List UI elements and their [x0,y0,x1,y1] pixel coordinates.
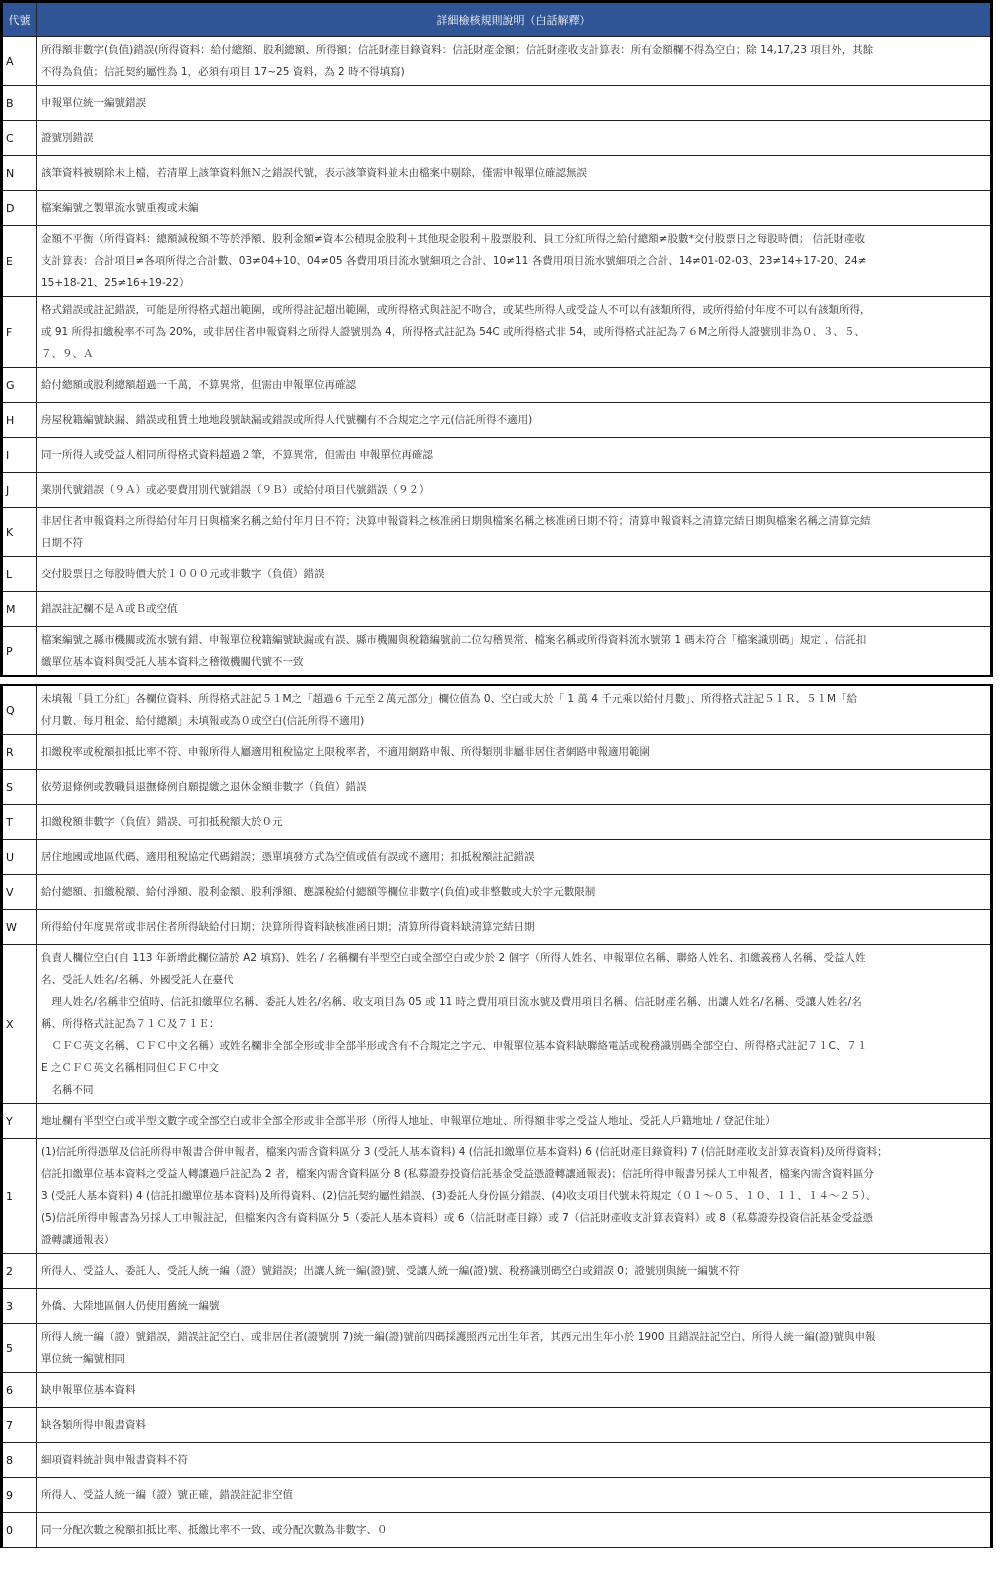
error-code: H [2,403,37,438]
description-line: 居住地國或地區代碼、適用租稅協定代碼錯誤；憑單填發方式為空值或值有誤或不適用；扣抵稅額註記錯誤 [41,851,535,863]
error-code: J [2,473,37,508]
error-description [37,37,992,86]
description-line: 單位統一編號相同 [41,1353,125,1365]
description-line: 付月數、每月租金、給付總額」未填報或為０或空白(信託所得不適用) [41,715,365,727]
description-line: 或 91 所得扣繳稅率不可為 20%，或非居住者申報資料之所得人證號別為 4，所得格式註記為 54C 或所得格式非 54，或所得格式註記為７６M之所得人證號別非為０、３、５、 [41,326,865,338]
error-code: 6 [2,1373,37,1408]
table-row [2,840,992,875]
table-row [2,1139,992,1254]
error-code: 7 [2,1408,37,1443]
error-code: Y [2,1104,37,1139]
error-code: E [2,226,37,297]
description-line: 給付總額或股利總額超過一千萬，不算異常，但需由申報單位再確認 [41,379,356,391]
header-description: 詳細檢核規則說明（白話解釋） [37,2,992,37]
error-code: G [2,368,37,403]
description-line: 檔案編號之製單流水號重複或未編 [41,202,199,214]
table-row [2,1513,992,1548]
table-body-part1 [2,37,992,677]
description-line: 同一所得人或受益人相同所得格式資料超過２筆，不算異常，但需由 申報單位再確認 [41,449,433,461]
error-code: Q [2,685,37,735]
table-row [2,156,992,191]
table-row [2,592,992,627]
error-description [37,627,992,677]
description-line: 繳單位基本資料與受託人基本資料之稽徵機關代號不一致 [41,656,304,668]
description-line: (5)信託所得申報書為另採人工申報註記，但檔案內含有資料區分 5（委託人基本資料）或 6（信託財產目錄）或 7（信託財產收支計算表資料）或 8（私募證券投資信託基金受益憑 [41,1212,873,1224]
error-description [37,592,992,627]
header-code: 代號 [2,2,37,37]
table-row [2,508,992,557]
error-code: K [2,508,37,557]
error-code: T [2,805,37,840]
description-line: 15+18-21、25≠16+19-22） [41,277,190,289]
table-row [2,473,992,508]
table-row [2,1478,992,1513]
error-code: M [2,592,37,627]
error-description [37,297,992,368]
description-line: 外僑、大陸地區個人仍使用舊統一編號 [41,1300,220,1312]
error-description [37,403,992,438]
table-row [2,368,992,403]
description-line: 未填報「員工分紅」各欄位資料、所得格式註記５１M之「超過６千元至２萬元部分」欄位值為 0、空白或大於「 1 萬 4 千元乘以給付月數」、所得格式註記５１Ｒ、５１M「給 [41,693,858,705]
error-description [37,685,992,735]
description-line: 業別代號錯誤（９Ａ）或必要費用別代號錯誤（９Ｂ）或給付項目代號錯誤（９２） [41,484,430,496]
table-row [2,191,992,226]
table-body-part2 [2,685,992,1548]
description-line: 支計算表：合計項目≠各項所得之合計數、03≠04+10、04≠05 各費用項目流水號細項之合計、10≠11 各費用項目流水號細項之合計、14≠01-02-03、23≠14+17-20、24≠ [41,255,867,267]
description-line: 錯誤註記欄不是Ａ或Ｂ或空值 [41,603,178,615]
table-row [2,297,992,368]
error-description [37,1443,992,1478]
error-description [37,191,992,226]
error-description [37,156,992,191]
error-code: 5 [2,1324,37,1373]
error-code: 0 [2,1513,37,1548]
error-description [37,438,992,473]
error-description [37,1324,992,1373]
description-line: 缺各類所得申報書資料 [41,1419,146,1431]
error-description [37,1478,992,1513]
table-row [2,1373,992,1408]
description-line: 格式錯誤或註記錯誤，可能是所得格式超出範圍，或所得註記超出範圍，或所得格式與註記不吻合，或某些所得人或受益人不可以有該類所得，或所得給付年度不可以有該類所得， [41,304,871,316]
description-line: E 之ＣＦＣ英文名稱相同但ＣＦＣ中文 [41,1062,219,1074]
description-line: 扣繳稅額非數字（負值）錯誤、可扣抵稅額大於０元 [41,816,283,828]
error-code: 8 [2,1443,37,1478]
error-code: 9 [2,1478,37,1513]
description-line: 理人姓名/名稱非空值時、信託扣繳單位名稱、委託人姓名/名稱、收支項目為 05 或 11 時之費用項目流水號及費用項目名稱、信託財產名稱、出讓人姓名/名稱、受讓人姓名/名 [41,996,862,1008]
description-line: 證轉讓通報表） [41,1234,115,1246]
error-code: S [2,770,37,805]
description-line: 金額不平衡（所得資料：總額減稅額不等於淨額、股利金額≠資本公積現金股利＋其他現金股利＋股票股利、員工分紅所得之給付總額≠股數*交付股票日之每股時價； 信託財產收 [41,233,866,245]
table-row [2,1408,992,1443]
table-row [2,735,992,770]
error-code: L [2,557,37,592]
table-row [2,121,992,156]
description-line: 不得為負值；信託契約屬性為 1，必須有項目 17~25 資料，為 2 時不得填寫) [41,66,405,78]
error-code: B [2,86,37,121]
error-code: 3 [2,1289,37,1324]
description-line: 該筆資料被剔除未上檔，若清單上該筆資料無Ｎ之錯誤代號，表示該筆資料並未由檔案中剔除，僅需申報單位確認無誤 [41,167,587,179]
error-description [37,1373,992,1408]
description-line: 同一分配次數之稅額扣抵比率、抵繳比率不一致、或分配次數為非數字、０ [41,1524,388,1536]
error-description [37,1139,992,1254]
error-code: P [2,627,37,677]
table-row [2,910,992,945]
description-line: 名稱不同 [41,1084,94,1096]
error-description [37,1104,992,1139]
error-code: W [2,910,37,945]
table-row [2,557,992,592]
description-line: 所得人、受益人統一編（證）號正確，錯誤註記非空值 [41,1489,293,1501]
error-code: A [2,37,37,86]
description-line: 依勞退條例或教職員退撫條例自願提繳之退休金額非數字（負值）錯誤 [41,781,367,793]
table-row [2,438,992,473]
description-line: 扣繳稅率或稅額扣抵比率不符、申報所得人屬適用租稅協定上限稅率者，不適用網路申報、所得類別非屬非居住者網路申報適用範圍 [41,746,650,758]
description-line: 證號別錯誤 [41,132,94,144]
error-description [37,735,992,770]
description-line: 房屋稅籍編號缺漏、錯誤或租賃土地地段號缺漏或錯誤或所得人代號欄有不合規定之字元(信託所得不適用) [41,414,533,426]
error-description [37,1408,992,1443]
description-line: 非居住者申報資料之所得給付年月日與檔案名稱之給付年月日不符；決算申報資料之核准函日期與檔案名稱之核准函日期不符；清算申報資料之清算完結日期與檔案名稱之清算完結 [41,515,871,527]
table-row [2,403,992,438]
description-line: 所得人統一編（證）號錯誤，錯誤註記空白、或非居住者(證號別 7)統一編(證)號前四碼採護照西元出生年者，其西元出生年小於 1900 且錯誤註記空白、所得人統一編(證)號與申報 [41,1331,876,1343]
error-description [37,1513,992,1548]
description-line: 檔案編號之縣市機關或流水號有錯、申報單位稅籍編號缺漏或有誤、縣市機關與稅籍編號前二位勾稽異常、檔案名稱或所得資料流水號第 1 碼未符合「檔案識別碼」規定 、信託扣 [41,634,867,646]
description-line: 名、受託人姓名/名稱、外國受託人在臺代 [41,974,234,986]
table-row [2,770,992,805]
error-description [37,910,992,945]
description-line: ＣＦＣ英文名稱、ＣＦＣ中文名稱）或姓名欄非全部全形或非全部半形或含有不合規定之字元、申報單位基本資料缺聯絡電話或稅務識別碼全部空白、所得格式註記７１C、７１ [41,1040,868,1052]
error-code: C [2,121,37,156]
error-code: X [2,945,37,1104]
description-line: 信託扣繳單位基本資料之受益人轉讓過戶註記為 2 者，檔案內需含資料區分 8 (私募證券投資信託基金受益憑證轉讓通報表)；信託所得申報書另採人工申報者，檔案內需含資料區分 [41,1168,874,1180]
error-code-table-part1 [0,0,993,677]
description-line: 所得人、受益人、委託人、受託人統一編（證）號錯誤；出讓人統一編(證)號、受讓人統一編(證)號、稅務識別碼空白或錯誤 0；證號別與統一編號不符 [41,1265,740,1277]
description-line: 缺申報單位基本資料 [41,1384,136,1396]
table-row [2,945,992,1104]
table-header-row [2,2,992,37]
error-code: V [2,875,37,910]
error-code: U [2,840,37,875]
error-code: N [2,156,37,191]
table-row [2,685,992,735]
table-row [2,226,992,297]
error-code: D [2,191,37,226]
error-code: I [2,438,37,473]
error-description [37,875,992,910]
table-row [2,1324,992,1373]
table-row [2,1289,992,1324]
error-code-table-part2 [0,684,993,1548]
error-description [37,368,992,403]
table-row [2,1443,992,1478]
error-description [37,1289,992,1324]
description-line: 日期不符 [41,537,83,549]
error-description [37,770,992,805]
error-description [37,1254,992,1289]
error-description [37,508,992,557]
description-line: (1)信託所得憑單及信託所得申報書合併申報者，檔案內需含資料區分 3 (受託人基本資料) 4 (信託扣繳單位基本資料) 6 (信託財產目錄資料) 7 (信託財產收支計算表資料)及所得資料； [41,1146,888,1158]
error-description [37,473,992,508]
error-code: R [2,735,37,770]
table-row [2,805,992,840]
error-description [37,840,992,875]
error-code: F [2,297,37,368]
error-description [37,805,992,840]
error-code: 1 [2,1139,37,1254]
description-line: 負責人欄位空白(自 113 年新增此欄位請於 A2 填寫)、姓名 / 名稱欄有半型空白或全部空白或少於 2 個字（所得人姓名、申報單位名稱、聯絡人姓名、扣繳義務人名稱、受益人姓 [41,952,866,964]
error-description [37,121,992,156]
table-row [2,86,992,121]
description-line: 申報單位統一編號錯誤 [41,97,146,109]
description-line: 稱、所得格式註記為７１Ｃ及７１Ｅ： [41,1018,220,1030]
error-description [37,945,992,1104]
description-line: 3 (受託人基本資料) 4 (信託扣繳單位基本資料)及所得資料、(2)信託契約屬性錯誤、(3)委託人身份區分錯誤、(4)收支項目代號未符規定（０１～０５、１０、１１、１４～２５）、 [41,1190,877,1202]
description-line: 細項資料統計與申報書資料不符 [41,1454,188,1466]
table-row [2,1254,992,1289]
table-row [2,627,992,677]
description-line: 交付股票日之每股時價大於１０００元或非數字（負值）錯誤 [41,568,325,580]
description-line: 給付總額、扣繳稅額、給付淨額、股利金額、股利淨額、應課稅給付總額等欄位非數字(負值)或非整數或大於字元數限制 [41,886,596,898]
error-code: 2 [2,1254,37,1289]
table-row [2,875,992,910]
description-line: 所得給付年度異常或非居住者所得缺給付日期；決算所得資料缺核准函日期；清算所得資料缺清算完結日期 [41,921,535,933]
table-row [2,1104,992,1139]
description-line: ７、９、Ａ [41,348,94,360]
error-description [37,86,992,121]
table-row [2,37,992,86]
error-description [37,557,992,592]
description-line: 所得額非數字(負值)錯誤(所得資料：給付總額、股利總額、所得額；信託財產目錄資料：信託財產金額；信託財產收支計算表：所有金額欄不得為空白；除 14,17,23 項目外，其餘 [41,44,874,56]
error-description [37,226,992,297]
description-line: 地址欄有半型空白或半型文數字或全部空白或非全部全形或非全部半形（所得人地址、申報單位地址、所得額非零之受益人地址、受託人戶籍地址 / 登記住址） [41,1115,776,1127]
